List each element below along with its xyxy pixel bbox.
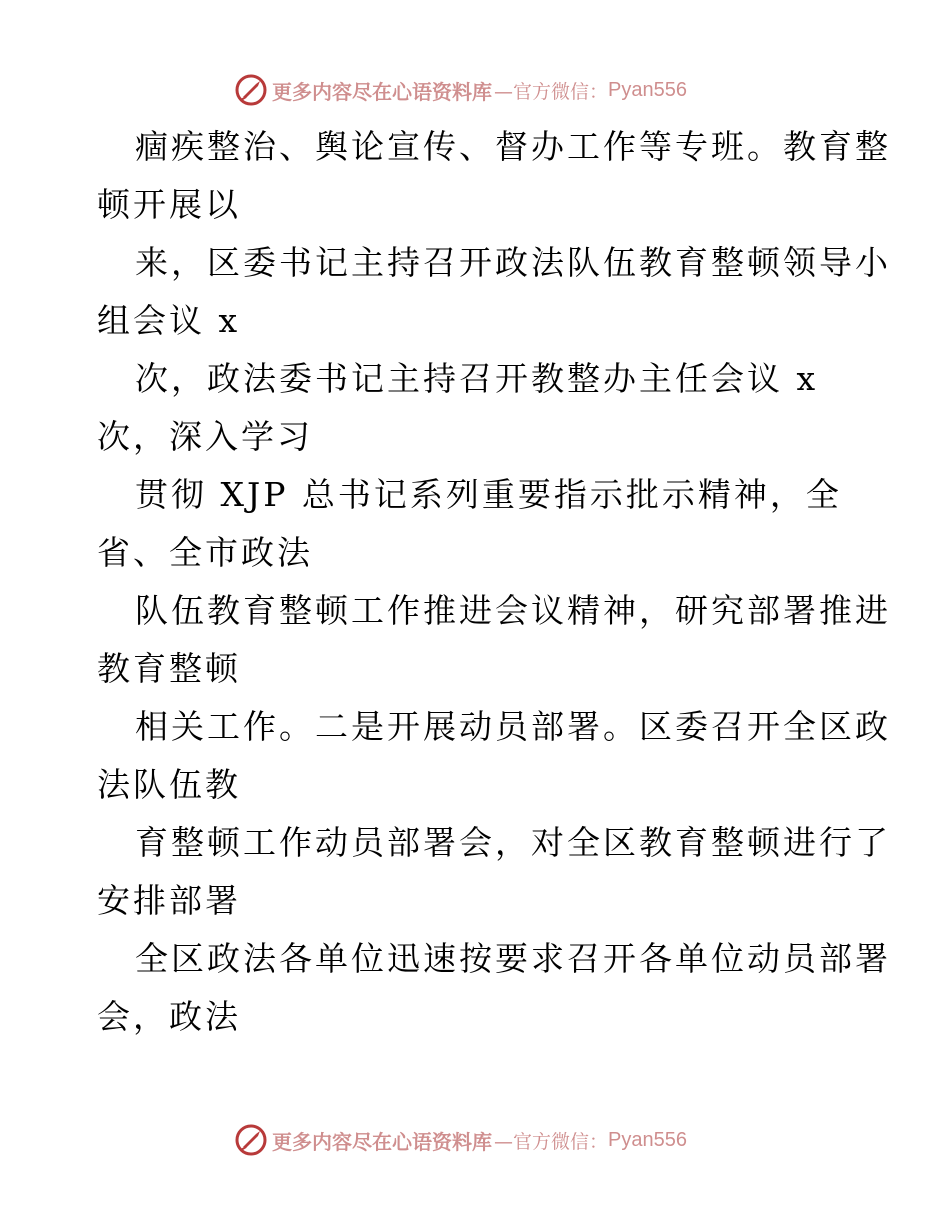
text-line: 队伍教育整顿工作推进会议精神，研究部署推进 (135, 591, 891, 630)
text-line: 相关工作。二是开展动员部署。区委召开全区政 (135, 707, 891, 746)
text-line: 法队伍教 (97, 765, 241, 804)
text-line: 安排部署 (97, 881, 241, 920)
text-line: 会，政法 (97, 997, 241, 1036)
body-paragraph (97, 118, 891, 1046)
text-line: 省、全市政法 (97, 533, 313, 572)
text-line: 痼疾整治、舆论宣传、督办工作等专班。教育整 (135, 127, 891, 166)
watermark-main-text: 更多内容尽在心语资料库 (272, 79, 492, 104)
watermark-sub-text: —官方微信： (494, 80, 609, 103)
watermark-wechat-id: Pyan556 (608, 1128, 687, 1151)
text-line: 次，深入学习 (97, 417, 313, 456)
text-line: 教育整顿 (97, 649, 241, 688)
header-watermark (234, 73, 687, 107)
text-line: 组会议 x (97, 301, 241, 340)
quill-logo-icon (234, 1123, 268, 1157)
text-line: 顿开展以 (97, 185, 241, 224)
quill-logo-icon (234, 73, 268, 107)
text-line: 来，区委书记主持召开政法队伍教育整顿领导小 (135, 243, 891, 282)
text-line: 贯彻 XJP 总书记系列重要指示批示精神，全 (135, 475, 842, 514)
text-line: 育整顿工作动员部署会，对全区教育整顿进行了 (135, 823, 891, 862)
text-line: 次，政法委书记主持召开教整办主任会议 x (135, 359, 819, 398)
watermark-main-text: 更多内容尽在心语资料库 (272, 1129, 492, 1154)
footer-watermark (234, 1123, 687, 1157)
watermark-sub-text: —官方微信： (494, 1130, 609, 1153)
text-line: 全区政法各单位迅速按要求召开各单位动员部署 (135, 939, 891, 978)
watermark-wechat-id: Pyan556 (608, 78, 687, 101)
